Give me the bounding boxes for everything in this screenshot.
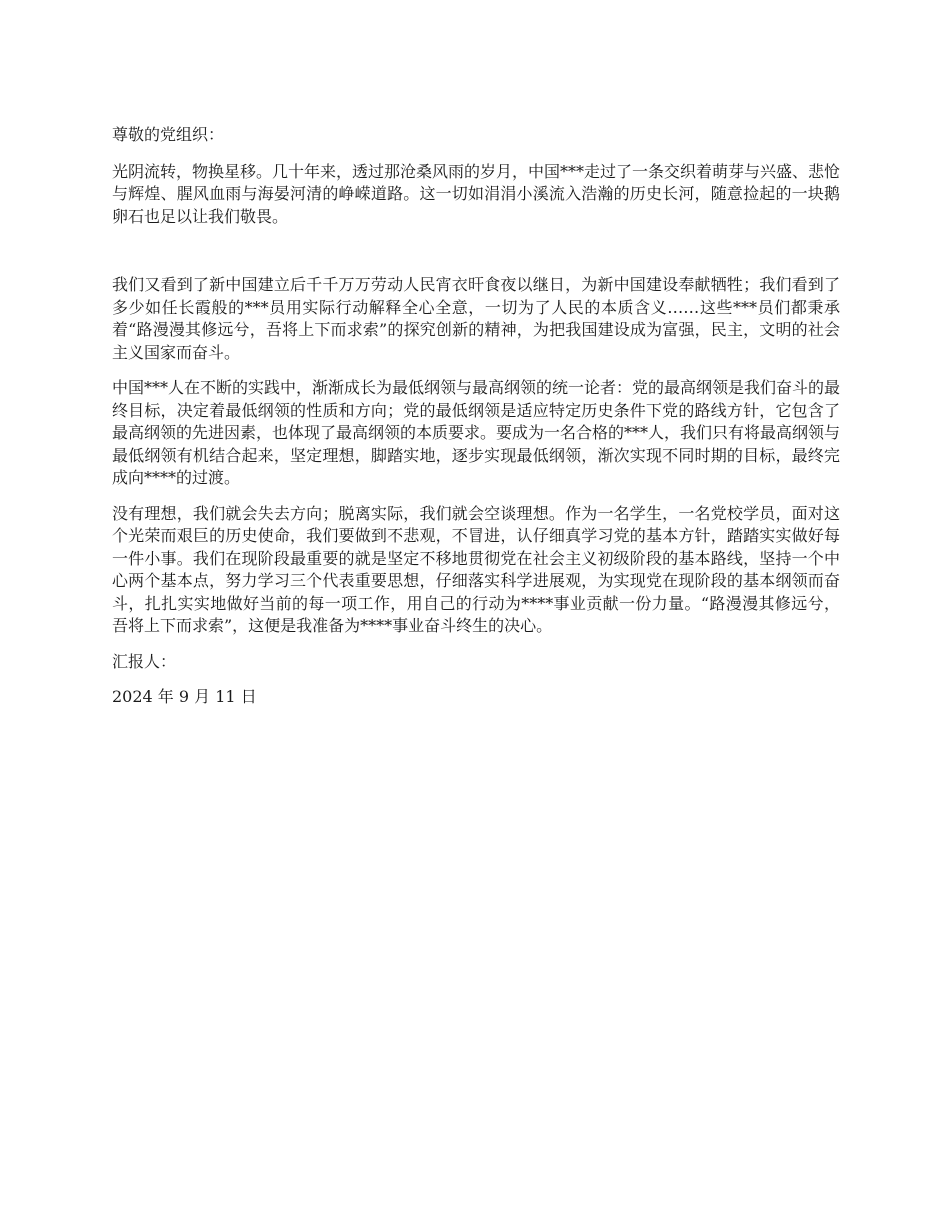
- paragraph-4: 没有理想，我们就会失去方向；脱离实际，我们就会空谈理想。作为一名学生，一名党校学员，面对这个光荣而艰巨的历史使命，我们要做到不悲观，不冒进，认仔细真学习党的基本方针，踏踏实实做好每一件小事。我们在现阶段最重要的就是坚定不移地贯彻党在社会主义初级阶段的基本路线，坚持一个中心两个基本点，努力学习三个代表重要思想，仔细落实科学进展观，为实现党在现阶段的基本纲领而奋斗，扎扎实实地做好当前的每一项工作，用自己的行动为****事业贡献一份力量。“路漫漫其修远兮，吾将上下而求索”，这便是我准备为****事业奋斗终生的决心。: [112, 503, 840, 635]
- paragraph-3: 中国***人在不断的实践中，渐渐成长为最低纲领与最高纲领的统一论者：党的最高纲领是我们奋斗的最终目标，决定着最低纲领的性质和方向；党的最低纲领是适应特定历史条件下党的路线方针，它包含了最高纲领的先进因素，也体现了最高纲领的本质要求。要成为一名合格的***人，我们只有将最高纲领与最低纲领有机结合起来，坚定理想，脚踏实地，逐步实现最低纲领，渐次实现不同时期的目标，最终完成向****的过渡。: [112, 378, 841, 487]
- reporter-label: 汇报人：: [112, 651, 177, 671]
- paragraph-1: 光阴流转，物换星移。几十年来，透过那沧桑风雨的岁月，中国***走过了一条交织着萌芽与兴盛、悲怆与辉煌、腥风血雨与海晏河清的峥嵘道路。这一切如涓涓小溪流入浩瀚的历史长河，随意捡起的一块鹅卵石也足以让我们敬畏。: [112, 161, 841, 226]
- letter-document: [112, 124, 840, 722]
- salutation: 尊敬的党组织：: [112, 125, 225, 144]
- letter-date: 2024 年 9 月 11 日: [112, 687, 257, 706]
- paragraph-2: 我们又看到了新中国建立后千千万万劳动人民宵衣旰食夜以继日，为新中国建设奉献牺牲；我们看到了多少如任长霞般的***员用实际行动解释全心全意，一切为了人民的本质含义……这些***员们都秉承着“路漫漫其修远兮，吾将上下而求索”的探究创新的精神，为把我国建设成为富强，民主，文明的社会主义国家而奋斗。: [112, 275, 840, 362]
